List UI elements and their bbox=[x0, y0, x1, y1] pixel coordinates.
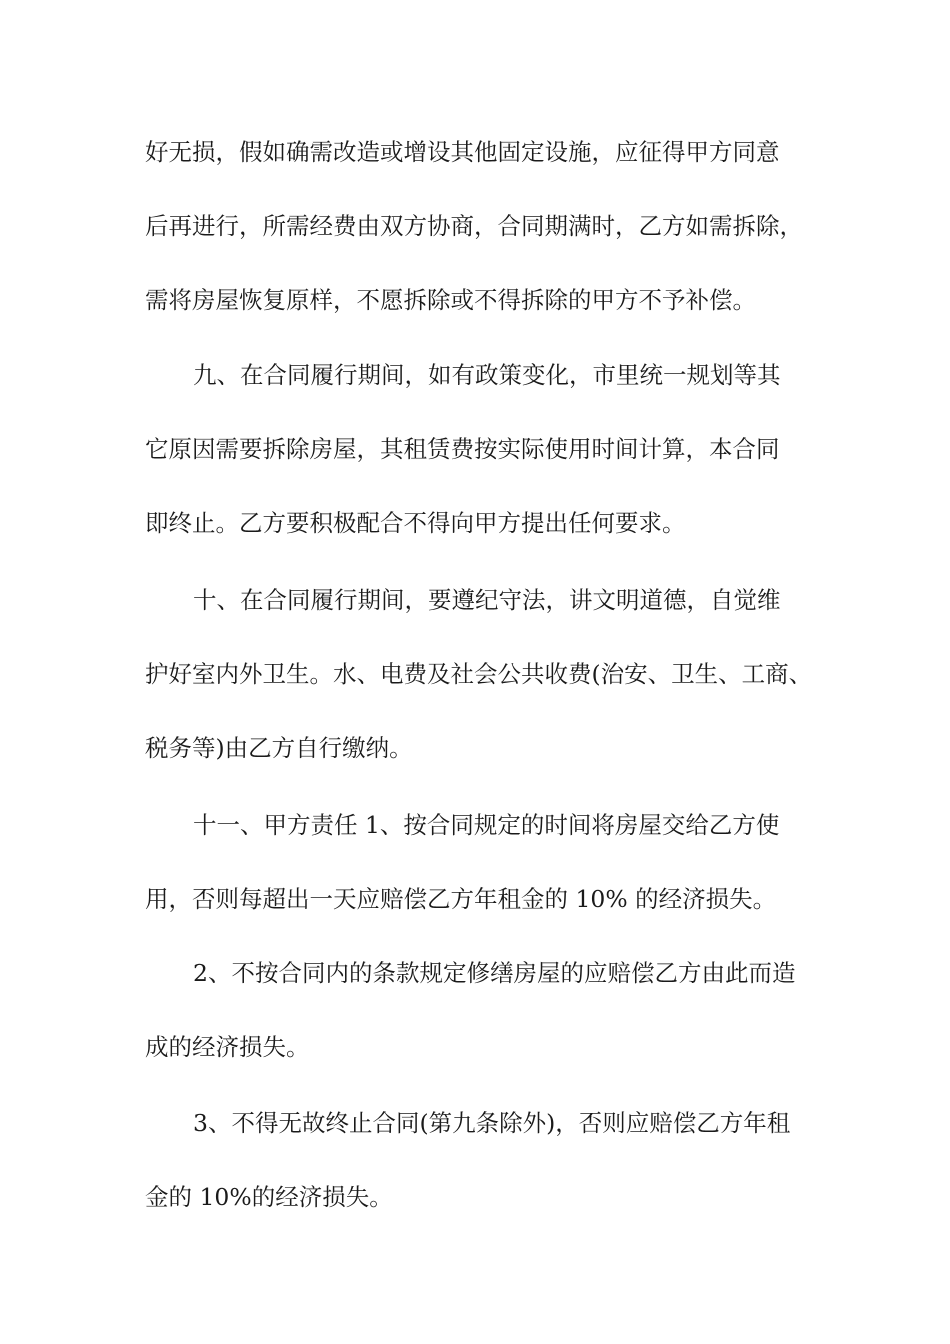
line-text: 税务等)由乙方自行缴纳。 bbox=[145, 734, 413, 762]
text-line bbox=[0, 280, 950, 320]
line-text: 它原因需要拆除房屋，其租赁费按实际使用时间计算，本合同 bbox=[145, 435, 780, 463]
item-3-line bbox=[0, 1103, 950, 1143]
text-line bbox=[0, 429, 950, 469]
line-text: 2、不按合同内的条款规定修缮房屋的应赔偿乙方由此而造 bbox=[193, 959, 796, 987]
line-text: 十、在合同履行期间，要遵纪守法，讲文明道德，自觉维 bbox=[193, 586, 781, 614]
line-text: 需将房屋恢复原样，不愿拆除或不得拆除的甲方不予补偿。 bbox=[145, 286, 756, 314]
text-line bbox=[0, 728, 950, 768]
text-line bbox=[0, 503, 950, 543]
line-text: 十一、甲方责任 1、按合同规定的时间将房屋交给乙方使 bbox=[193, 811, 780, 839]
line-text: 后再进行，所需经费由双方协商，合同期满时，乙方如需拆除， bbox=[145, 212, 803, 240]
line-text: 金的 10%的经济损失。 bbox=[145, 1183, 393, 1211]
line-text: 护好室内外卫生。水、电费及社会公共收费(治安、卫生、工商、 bbox=[145, 660, 813, 688]
text-line bbox=[0, 1027, 950, 1067]
clause-10-line bbox=[0, 580, 950, 620]
text-line bbox=[0, 654, 950, 694]
text-line bbox=[0, 132, 950, 172]
text-line bbox=[0, 1177, 950, 1217]
line-text: 3、不得无故终止合同(第九条除外)，否则应赔偿乙方年租 bbox=[193, 1109, 791, 1137]
item-2-line bbox=[0, 953, 950, 993]
line-text: 成的经济损失。 bbox=[145, 1033, 310, 1061]
clause-9-line bbox=[0, 355, 950, 395]
line-text: 用，否则每超出一天应赔偿乙方年租金的 10% 的经济损失。 bbox=[145, 885, 777, 913]
line-text: 即终止。乙方要积极配合不得向甲方提出任何要求。 bbox=[145, 509, 686, 537]
clause-11-line bbox=[0, 805, 950, 845]
line-text: 九、在合同履行期间，如有政策变化，市里统一规划等其 bbox=[193, 361, 781, 389]
line-text: 好无损，假如确需改造或增设其他固定设施，应征得甲方同意 bbox=[145, 138, 780, 166]
text-line bbox=[0, 879, 950, 919]
text-line bbox=[0, 206, 950, 246]
